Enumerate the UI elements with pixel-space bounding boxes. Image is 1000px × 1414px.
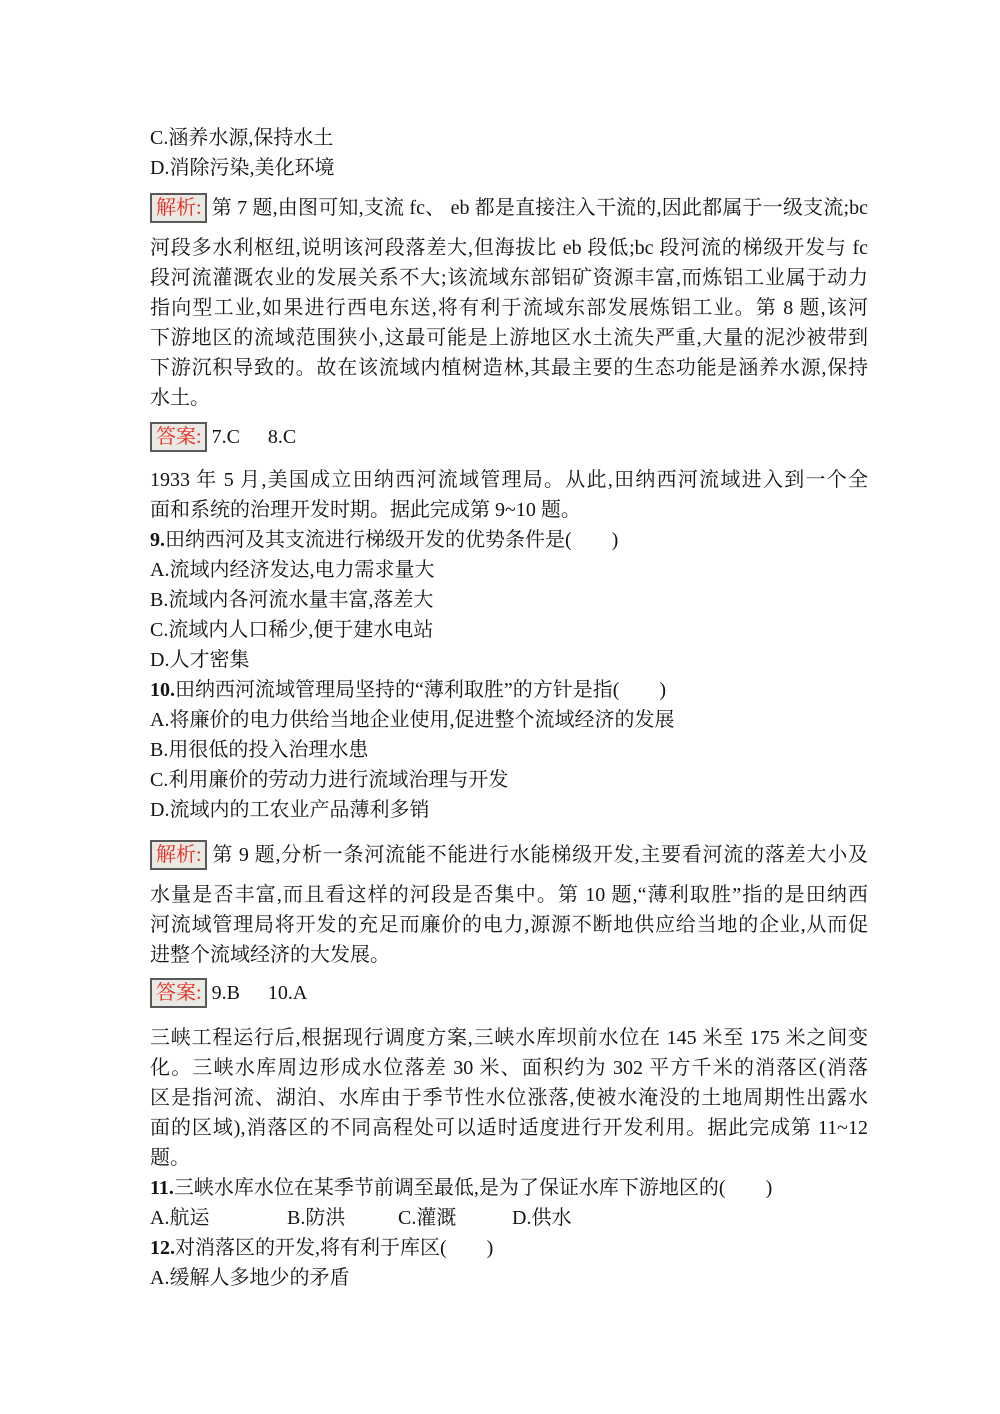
analysis-block-1-line-2: 河段多水利枢纽,说明该河段落差大,但海拔比 eb 段低;bc 段河流的梯级开发与 fc <box>150 237 868 259</box>
question-12-option-a: A.缓解人多地少的矛盾 <box>150 1267 350 1289</box>
answer-item: 9.B <box>211 982 240 1004</box>
question-10-option-d: D.流域内的工农业产品薄利多销 <box>150 799 430 821</box>
intro-2-line-3: 区是指河流、湖泊、水库由于季节性水位涨落,使被水淹没的土地周期性出露水 <box>150 1087 868 1109</box>
analysis-block-2-line-2: 水量是否丰富,而且看这样的河段是否集中。第 10 题,“薄利取胜”指的是田纳西 <box>150 884 868 906</box>
question-10-number: 10. <box>150 679 175 701</box>
question-11-number: 11. <box>150 1177 174 1199</box>
question-10-text: 田纳西河流域管理局坚持的“薄利取胜”的方针是指( ) <box>175 679 667 701</box>
question-10 <box>150 675 868 705</box>
answer-item: 10.A <box>267 982 308 1004</box>
question-11-options-row <box>150 1203 868 1233</box>
question-11 <box>150 1173 868 1203</box>
question-9-option-b: B.流域内各河流水量丰富,落差大 <box>150 589 434 611</box>
question-9-option-d: D.人才密集 <box>150 649 250 671</box>
intro-2-line-2: 化。三峡水库周边形成水位落差 30 米、面积约为 302 平方千米的消落区(消落 <box>150 1057 868 1079</box>
question-10-option-a: A.将廉价的电力供给当地企业使用,促进整个流域经济的发展 <box>150 709 675 731</box>
question-12-number: 12. <box>150 1237 175 1259</box>
intro-1-line-2: 面和系统的治理开发时期。据此完成第 9~10 题。 <box>150 499 581 521</box>
question-11-text: 三峡水库水位在某季节前调至最低,是为了保证水库下游地区的( ) <box>173 1177 773 1199</box>
analysis-block-1-line-3: 段河流灌溉农业的发展关系不大;该流域东部铝矿资源丰富,而炼铝工业属于动力 <box>150 267 868 289</box>
question-11-option-b: B.防洪 <box>287 1207 346 1229</box>
question-11-option-a: A.航运 <box>150 1207 210 1229</box>
answer-line-2 <box>150 978 868 1008</box>
question-9-text: 田纳西河及其支流进行梯级开发的优势条件是( ) <box>165 529 619 551</box>
intro-1-line-1: 1933 年 5 月,美国成立田纳西河流域管理局。从此,田纳西河流域进入到一个全 <box>150 469 868 491</box>
intro-2-line-4: 面的区域),消落区的不同高程处可以适时适度进行开发利用。据此完成第 11~12 <box>150 1117 868 1139</box>
analysis-block-1-line-7: 水土。 <box>150 387 210 409</box>
question-10-option-b: B.用很低的投入治理水患 <box>150 739 369 761</box>
analysis-block-1-line-4: 指向型工业,如果进行西电东送,将有利于流域东部发展炼铝工业。第 8 题,该河 <box>150 297 868 319</box>
question-11-option-d: D.供水 <box>512 1207 572 1229</box>
page-content <box>150 123 868 1293</box>
analysis-block-1-line-5: 下游地区的流域范围狭小,这最可能是上游地区水土流失严重,大量的泥沙被带到 <box>150 327 868 349</box>
question-9-option-a: A.流域内经济发达,电力需求量大 <box>150 559 435 581</box>
question-11-option-c: C.灌溉 <box>398 1207 457 1229</box>
answer-line-1 <box>150 422 868 452</box>
answer-item: 7.C <box>211 426 240 448</box>
answer-label: 答案: <box>150 978 207 1008</box>
question-12-text: 对消落区的开发,将有利于库区( ) <box>175 1237 494 1259</box>
question-9 <box>150 525 868 555</box>
answer-item: 8.C <box>267 426 297 448</box>
analysis-text: 第 7 题,由图可知,支流 fc、 eb 都是直接注入干流的,因此都属于一级支流;bc <box>211 197 868 219</box>
analysis-block-2-line-4: 进整个流域经济的大发展。 <box>150 944 390 966</box>
option-line-d: D.消除污染,美化环境 <box>150 157 335 179</box>
option-line-c: C.涵养水源,保持水土 <box>150 127 334 149</box>
analysis-text: 第 9 题,分析一条河流能不能进行水能梯级开发,主要看河流的落差大小及 <box>211 844 868 866</box>
intro-2-line-5: 题。 <box>150 1147 190 1169</box>
analysis-block-1-line-6: 下游沉积导致的。故在该流域内植树造林,其最主要的生态功能是涵养水源,保持 <box>150 357 868 379</box>
analysis-label: 解析: <box>150 193 207 223</box>
analysis-block-1-line-1 <box>150 193 868 223</box>
question-9-option-c: C.流域内人口稀少,便于建水电站 <box>150 619 434 641</box>
intro-2-line-1: 三峡工程运行后,根据现行调度方案,三峡水库坝前水位在 145 米至 175 米之间变 <box>150 1027 868 1049</box>
question-12 <box>150 1233 868 1263</box>
question-9-number: 9. <box>150 529 165 551</box>
analysis-block-2-line-1 <box>150 840 868 870</box>
analysis-block-2-line-3: 河流域管理局将开发的充足而廉价的电力,源源不断地供应给当地的企业,从而促 <box>150 914 868 936</box>
answer-label: 答案: <box>150 422 207 452</box>
question-10-option-c: C.利用廉价的劳动力进行流域治理与开发 <box>150 769 509 791</box>
analysis-label: 解析: <box>150 840 207 870</box>
